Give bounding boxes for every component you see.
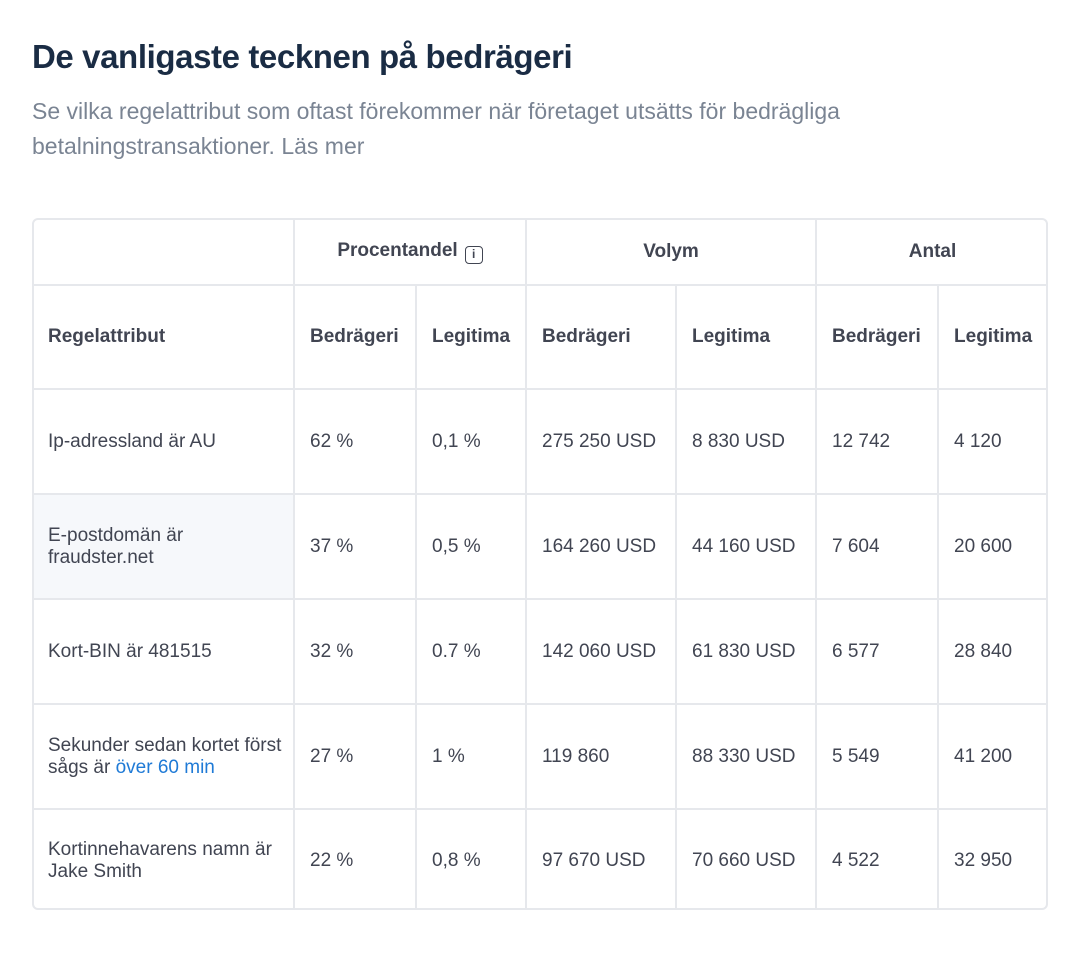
column-header-pct-fraud[interactable]: Bedrägeri — [294, 285, 416, 389]
vol-legit-cell: 61 830 USD — [676, 599, 816, 704]
column-header-pct-legit[interactable]: Legitima — [416, 285, 526, 389]
group-header-count: Antal — [816, 220, 1048, 285]
cnt-fraud-cell: 4 522 — [816, 809, 938, 910]
vol-legit-cell: 88 330 USD — [676, 704, 816, 809]
pct-fraud-cell: 37 % — [294, 494, 416, 599]
cnt-legit-cell: 20 600 — [938, 494, 1048, 599]
table-row — [34, 599, 1048, 704]
vol-legit-cell: 44 160 USD — [676, 494, 816, 599]
group-header-row — [34, 220, 1048, 285]
read-more-link[interactable]: Läs mer — [281, 133, 365, 159]
attribute-value-link[interactable]: över 60 min — [115, 756, 215, 778]
group-header-percent: Procentandel i — [294, 220, 526, 285]
vol-legit-cell: 8 830 USD — [676, 389, 816, 494]
attribute-cell: Kort-BIN är 481515 — [34, 599, 294, 704]
column-header-vol-legit[interactable]: Legitima — [676, 285, 816, 389]
vol-fraud-cell: 97 670 USD — [526, 809, 676, 910]
table-row — [34, 704, 1048, 809]
column-header-row — [34, 285, 1048, 389]
column-header-vol-fraud[interactable]: Bedrägeri — [526, 285, 676, 389]
cnt-legit-cell: 4 120 — [938, 389, 1048, 494]
cnt-fraud-cell: 7 604 — [816, 494, 938, 599]
vol-legit-cell: 70 660 USD — [676, 809, 816, 910]
cnt-fraud-cell: 5 549 — [816, 704, 938, 809]
pct-fraud-cell: 62 % — [294, 389, 416, 494]
cnt-legit-cell: 41 200 — [938, 704, 1048, 809]
page-subtitle — [32, 94, 992, 164]
attribute-cell: E-postdomän är fraudster.net — [34, 494, 294, 599]
attribute-cell: Sekunder sedan kortet först sågs är över 60 min — [34, 704, 294, 809]
vol-fraud-cell: 275 250 USD — [526, 389, 676, 494]
pct-fraud-cell: 22 % — [294, 809, 416, 910]
page-title: De vanligaste tecknen på bedrägeri — [32, 38, 573, 75]
vol-fraud-cell: 142 060 USD — [526, 599, 676, 704]
pct-fraud-cell: 32 % — [294, 599, 416, 704]
pct-legit-cell: 1 % — [416, 704, 526, 809]
subtitle-text: Se vilka regelattribut som oftast förekommer när företaget utsätts för bedrägliga betalningstransaktioner. — [32, 98, 840, 159]
vol-fraud-cell: 119 860 — [526, 704, 676, 809]
pct-legit-cell: 0,5 % — [416, 494, 526, 599]
column-header-attribute[interactable]: Regelattribut — [34, 285, 294, 389]
fraud-signals-table — [32, 218, 1048, 910]
pct-legit-cell: 0.7 % — [416, 599, 526, 704]
column-header-cnt-legit[interactable]: Legitima — [938, 285, 1048, 389]
attribute-cell: Ip-adressland är AU — [34, 389, 294, 494]
cnt-legit-cell: 28 840 — [938, 599, 1048, 704]
table-row — [34, 809, 1048, 910]
cnt-fraud-cell: 12 742 — [816, 389, 938, 494]
column-header-cnt-fraud[interactable]: Bedrägeri — [816, 285, 938, 389]
cnt-fraud-cell: 6 577 — [816, 599, 938, 704]
group-header-volume: Volym — [526, 220, 816, 285]
vol-fraud-cell: 164 260 USD — [526, 494, 676, 599]
pct-legit-cell: 0,1 % — [416, 389, 526, 494]
info-icon[interactable]: i — [465, 246, 483, 264]
pct-fraud-cell: 27 % — [294, 704, 416, 809]
table-row — [34, 494, 1048, 599]
attribute-cell: Kortinnehavarens namn är Jake Smith — [34, 809, 294, 910]
table-row — [34, 389, 1048, 494]
group-header-empty — [34, 220, 294, 285]
cnt-legit-cell: 32 950 — [938, 809, 1048, 910]
pct-legit-cell: 0,8 % — [416, 809, 526, 910]
